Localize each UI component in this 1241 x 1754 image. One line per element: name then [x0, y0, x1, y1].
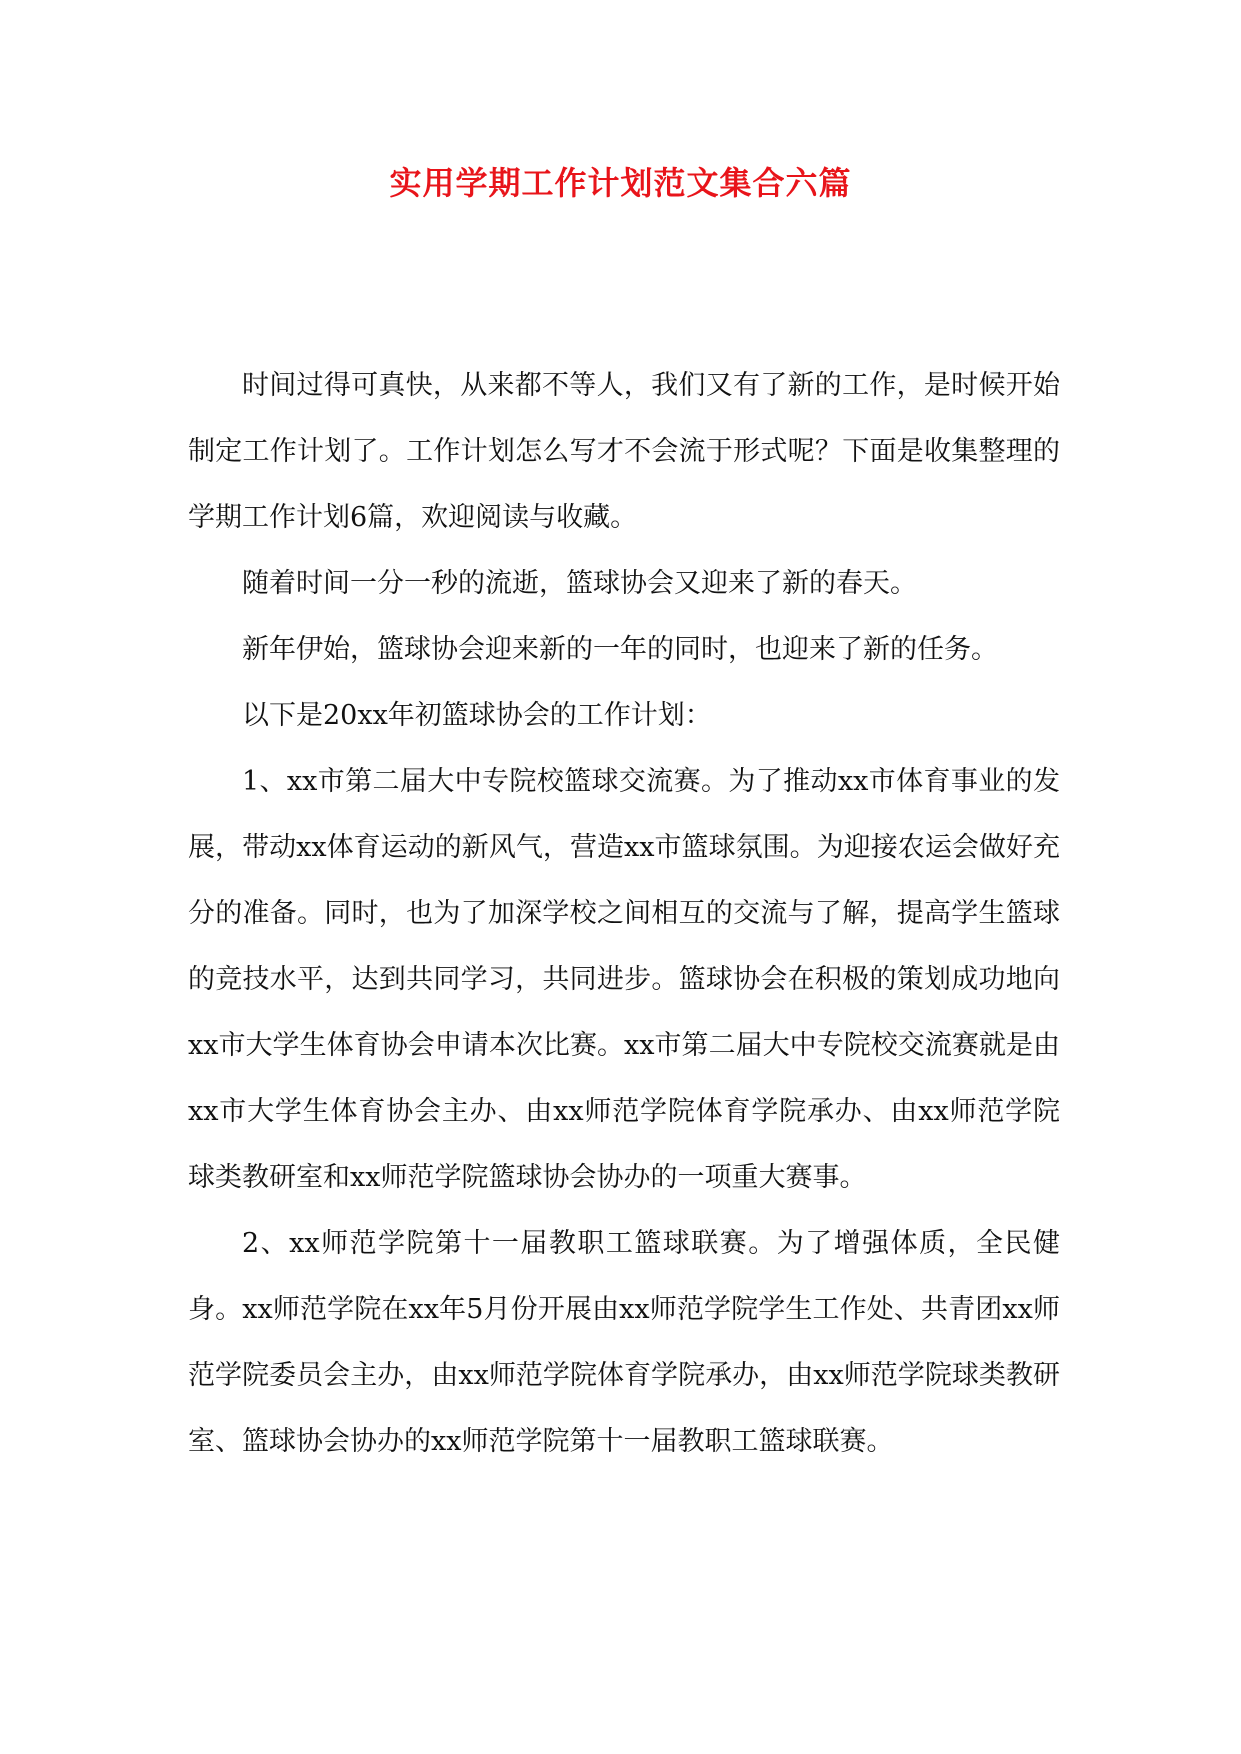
paragraph-new-year: 新年伊始，篮球协会迎来新的一年的同时，也迎来了新的任务。: [242, 634, 998, 665]
paragraph-intro: 时间过得可真快，从来都不等人，我们又有了新的工作，是时候开始制定工作计划了。工作计划怎么写才不会流于形式呢？下面是收集整理的学期工作计划6篇，欢迎阅读与收藏。: [188, 370, 1060, 533]
paragraph-item-2: 2、xx师范学院第十一届教职工篮球联赛。为了增强体质，全民健身。xx师范学院在xx年5月份开展由xx师范学院学生工作处、共青团xx师范学院委员会主办，由xx师范学院体育学院承办，由xx师范学院球类教研室、篮球协会协办的xx师范学院第十一届教职工篮球联赛。: [188, 1228, 1060, 1457]
paragraph-plan-heading: 以下是20xx年初篮球协会的工作计划：: [242, 700, 712, 731]
document-title: 实用学期工作计划范文集合六篇: [389, 164, 852, 202]
paragraph-item-1: 1、xx市第二届大中专院校篮球交流赛。为了推动xx市体育事业的发展，带动xx体育运动的新风气，营造xx市篮球氛围。为迎接农运会做好充分的准备。同时，也为了加深学校之间相互的交流与了解，提高学生篮球的竞技水平，达到共同学习，共同进步。篮球协会在积极的策划成功地向xx市大学生体育协会申请本次比赛。xx市第二届大中专院校交流赛就是由xx市大学生体育协会主办、由xx师范学院体育学院承办、由xx师范学院球类教研室和xx师范学院篮球协会协办的一项重大赛事。: [188, 766, 1060, 1193]
paragraph-spring: 随着时间一分一秒的流逝，篮球协会又迎来了新的春天。: [242, 568, 917, 599]
document-body: [188, 353, 1060, 1475]
